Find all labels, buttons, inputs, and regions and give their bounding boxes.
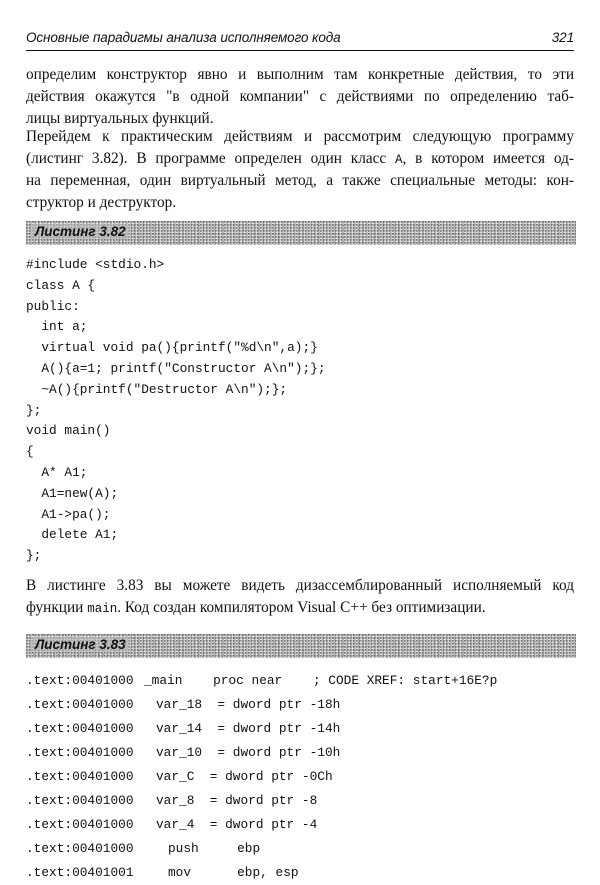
instruction: var_8 = dword ptr -8 (156, 793, 318, 808)
address: .text:00401000 (26, 841, 134, 856)
text-line: действия окажутся "в одной компании" с действиями по определению таб- (26, 88, 574, 105)
disassembly-row (26, 693, 586, 717)
code-line: ~A(){printf("Destructor A\n");}; (26, 381, 288, 397)
disassembly-row (26, 669, 586, 693)
code-line: { (26, 444, 34, 460)
disassembly-row (26, 789, 586, 813)
text-line: В листинге 3.83 вы можете видеть дизассемблированный исполняемый код (26, 577, 574, 594)
code-line: }; (26, 402, 42, 418)
code-line: void main() (26, 423, 111, 439)
listing-label: Листинг 3.83 (32, 637, 129, 652)
listing-code-3-83 (26, 669, 586, 885)
address: .text:00401000 (26, 721, 134, 736)
address: .text:00401000 (26, 769, 134, 784)
page-number: 321 (551, 30, 574, 45)
instruction: var_18 = dword ptr -18h (156, 697, 341, 712)
paragraph-program-description (26, 126, 574, 214)
instruction: var_10 = dword ptr -10h (156, 745, 341, 760)
instruction: mov ebp, esp (168, 865, 299, 880)
text-line: определим конструктор явно и выполним там конкретные действия, то эти (26, 66, 574, 83)
text-line: Перейдем к практическим действиям и рассмотрим следующую программу (26, 128, 574, 145)
address: .text:00401000 (26, 673, 134, 688)
code-line: A1=new(A); (26, 485, 119, 501)
text-line: на переменная, один виртуальный метод, а также специальные методы: кон- (26, 172, 574, 189)
text-line: (листинг 3.82). В программе определен один класс A, в котором имеется од- (26, 150, 574, 167)
instruction: _main proc near ; CODE XREF: start+16E?p (144, 673, 498, 688)
address: .text:00401000 (26, 793, 134, 808)
running-head-title: Основные парадигмы анализа исполняемого кода (26, 30, 341, 45)
code-line: delete A1; (26, 527, 119, 543)
listing-label: Листинг 3.82 (32, 224, 129, 239)
disassembly-row (26, 741, 586, 765)
code-line: virtual void pa(){printf("%d\n",a);} (26, 340, 318, 356)
listing-header-3-83 (26, 634, 576, 658)
paragraph-intro (26, 64, 574, 130)
instruction: var_C = dword ptr -0Ch (156, 769, 333, 784)
code-line: int a; (26, 319, 88, 335)
disassembly-row (26, 837, 586, 861)
code-line: A(){a=1; printf("Constructor A\n");}; (26, 360, 326, 376)
disassembly-row (26, 861, 586, 885)
listing-header-3-82 (26, 221, 576, 245)
code-line: #include <stdio.h> (26, 257, 165, 272)
code-line: A1->pa(); (26, 506, 111, 522)
code-line: class A { (26, 277, 96, 293)
instruction: var_14 = dword ptr -14h (156, 721, 341, 736)
instruction: var_4 = dword ptr -4 (156, 817, 318, 832)
paragraph-disassembly-intro (26, 575, 574, 619)
address: .text:00401000 (26, 817, 134, 832)
inline-code-function-name: main (87, 602, 118, 616)
address: .text:00401000 (26, 697, 134, 712)
disassembly-row (26, 813, 586, 837)
disassembly-row (26, 765, 586, 789)
listing-code-3-82 (26, 255, 586, 567)
disassembly-row (26, 717, 586, 741)
address: .text:00401000 (26, 745, 134, 760)
text-line: лицы виртуальных функций. (26, 110, 214, 127)
inline-code-class-name: A (395, 153, 403, 167)
code-line: A* A1; (26, 464, 88, 480)
code-line: public: (26, 298, 80, 314)
text-line: структор и деструктор. (26, 194, 177, 211)
address: .text:00401001 (26, 865, 134, 880)
text-line: функции main. Код создан компилятором Visual C++ без оптимизации. (26, 599, 486, 616)
running-head (26, 22, 574, 51)
instruction: push ebp (168, 841, 261, 856)
code-line: }; (26, 548, 42, 564)
